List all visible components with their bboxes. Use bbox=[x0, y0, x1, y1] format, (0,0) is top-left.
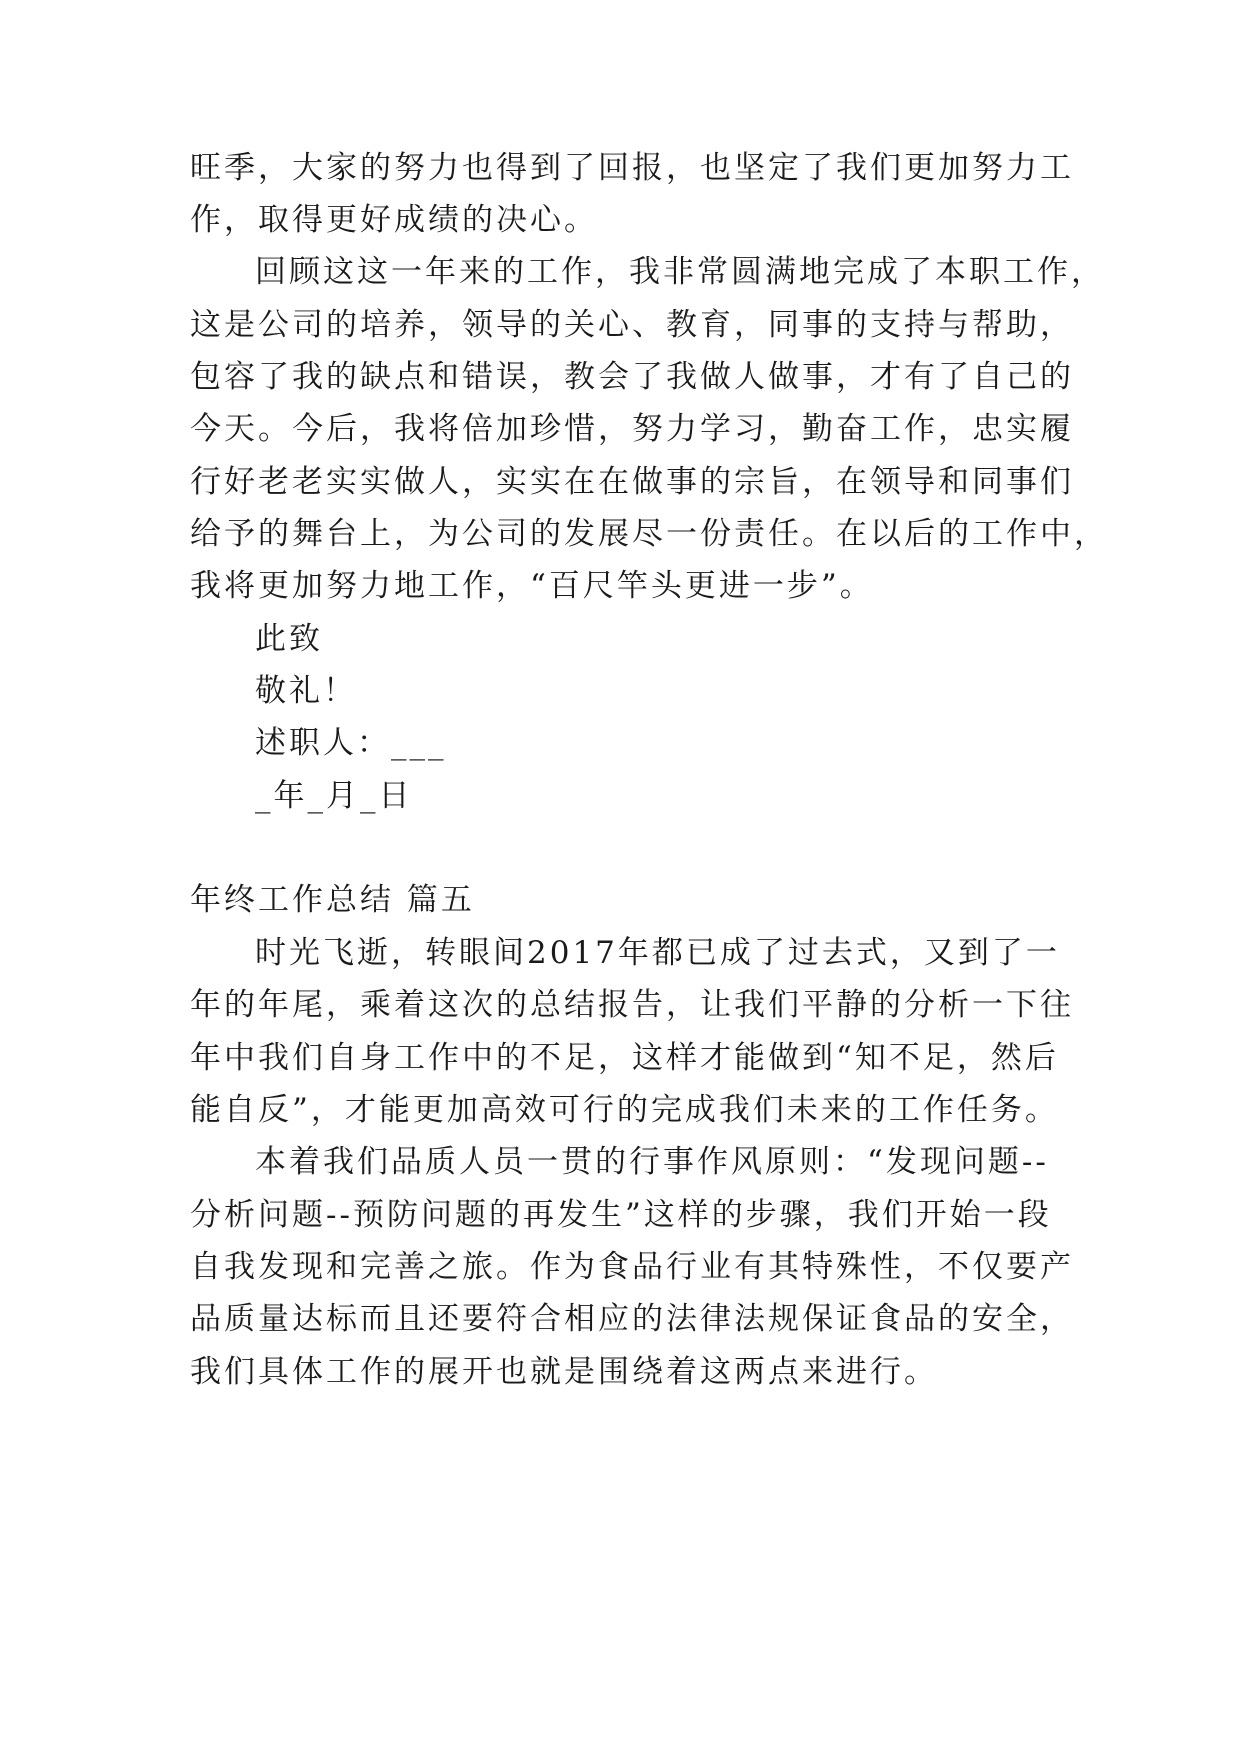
text-line: 回顾这这一年来的工作，我非常圆满地完成了本职工作， bbox=[255, 254, 1105, 290]
text-line: 我将更加努力地工作，“百尺竿头更进一步”。 bbox=[190, 568, 874, 604]
signer-line: 述职人：___ bbox=[255, 725, 447, 761]
text-line: 旺季，大家的努力也得到了回报，也坚定了我们更加努力工 bbox=[190, 150, 1074, 186]
text-line: 作，取得更好成绩的决心。 bbox=[190, 202, 598, 238]
date-line: _年_月_日 bbox=[255, 778, 413, 814]
section-title: 年终工作总结 篇五 bbox=[190, 882, 475, 918]
closing-regards: 敬礼！ bbox=[255, 673, 357, 709]
text-line: 行好老老实实做人，实实在在做事的宗旨，在领导和同事们 bbox=[190, 464, 1074, 500]
text-line: 包容了我的缺点和错误，教会了我做人做事，才有了自己的 bbox=[190, 359, 1074, 395]
text-line: 年中我们自身工作中的不足，这样才能做到“知不足，然后 bbox=[190, 1040, 1059, 1076]
text-line: 时光飞逝，转眼间2017年都已成了过去式，又到了一 bbox=[255, 935, 1060, 971]
text-line: 今天。今后，我将倍加珍惜，努力学习，勤奋工作，忠实履 bbox=[190, 411, 1074, 447]
text-line: 分析问题--预防问题的再发生”这样的步骤，我们开始一段 bbox=[190, 1197, 1052, 1233]
text-line: 能自反”，才能更加高效可行的完成我们未来的工作任务。 bbox=[190, 1092, 1059, 1128]
text-line: 本着我们品质人员一贯的行事作风原则：“发现问题-- bbox=[255, 1144, 1049, 1180]
text-line: 年的年尾，乘着这次的总结报告，让我们平静的分析一下往 bbox=[190, 987, 1074, 1023]
text-line: 给予的舞台上，为公司的发展尽一份责任。在以后的工作中， bbox=[190, 516, 1108, 552]
text-line: 品质量达标而且还要符合相应的法律法规保证食品的安全， bbox=[190, 1301, 1074, 1337]
text-line: 我们具体工作的展开也就是围绕着这两点来进行。 bbox=[190, 1354, 938, 1390]
text-line: 这是公司的培养，领导的关心、教育，同事的支持与帮助， bbox=[190, 307, 1074, 343]
text-line: 自我发现和完善之旅。作为食品行业有其特殊性，不仅要产 bbox=[190, 1249, 1074, 1285]
closing-salutation: 此致 bbox=[255, 621, 323, 657]
